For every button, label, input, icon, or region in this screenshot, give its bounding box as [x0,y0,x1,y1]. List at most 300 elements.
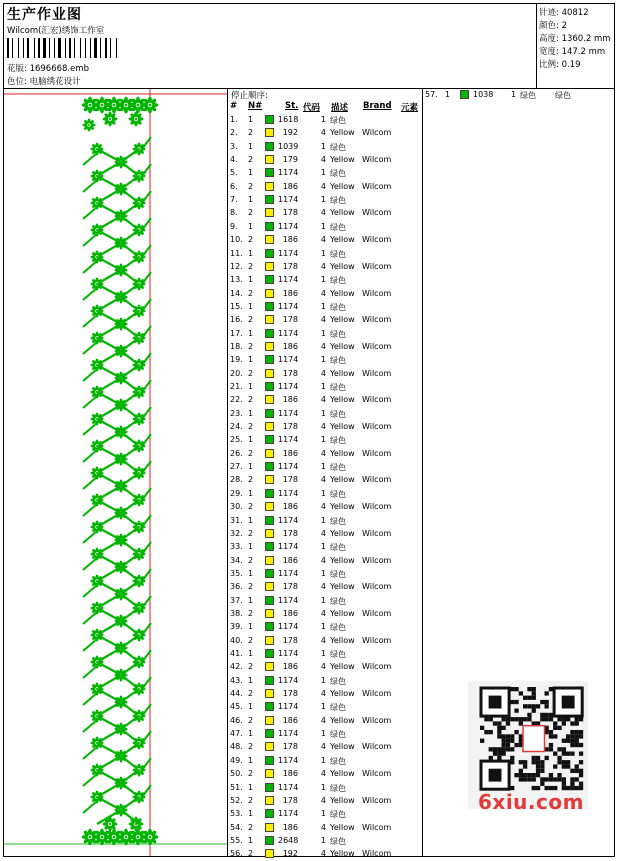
row-code: 1 [320,301,326,311]
row-description: Yellow [330,769,355,779]
row-code: 4 [320,155,326,165]
row-needle: 2 [248,422,254,432]
row-stitches: 186 [282,235,298,245]
extra-desc: 绿色 [520,91,536,100]
color-swatch [265,542,274,551]
row-needle: 2 [248,795,254,805]
row-description: 绿色 [330,302,346,312]
row-num: 12. [230,261,243,271]
row-num: 20. [230,368,243,378]
row-num: 45. [230,702,243,712]
table-row [230,154,422,167]
row-brand: Wilcom [362,795,392,805]
row-description: Yellow [330,288,355,298]
col-code: 代码 [303,103,321,113]
row-description: 绿色 [330,623,346,633]
row-needle: 2 [248,635,254,645]
row-code: 4 [320,261,326,271]
color-swatch [265,409,274,418]
row-num: 3. [230,141,238,151]
row-num: 50. [230,769,243,779]
row-brand: Wilcom [362,208,392,218]
row-needle: 1 [248,515,254,525]
row-description: 绿色 [330,356,346,366]
row-code: 1 [320,221,326,231]
table-row [230,688,422,701]
table-row [230,528,422,541]
row-description: Yellow [330,368,355,378]
row-stitches: 1174 [278,729,299,739]
table-row [230,234,422,247]
row-code: 1 [320,382,326,391]
row-needle: 1 [248,835,254,845]
row-brand: Wilcom [362,635,392,645]
row-description: 绿色 [330,116,346,125]
row-needle: 1 [248,328,254,338]
color-swatch [265,142,274,151]
row-code: 4 [320,288,326,298]
color-swatch [265,729,274,738]
table-row [230,114,422,127]
row-stitches: 1174 [278,542,299,552]
site-watermark: 6xiu.com [478,790,584,814]
row-num: 11. [230,248,243,258]
divider-design-table [227,88,228,857]
row-stitches: 178 [282,795,298,805]
row-description: Yellow [330,555,355,565]
row-needle: 2 [248,261,254,271]
color-swatch [265,769,274,778]
row-description: Yellow [330,662,355,672]
row-description: 绿色 [330,169,346,179]
row-stitches: 1174 [278,355,299,365]
row-num: 52. [230,795,243,805]
row-num: 56. [230,849,243,859]
row-description: Yellow [330,208,355,218]
color-swatch [265,796,274,805]
row-code: 4 [320,822,326,832]
color-swatch [265,115,274,124]
table-row [230,167,422,180]
table-row [230,501,422,514]
row-needle: 1 [248,408,254,418]
row-stitches: 1174 [278,221,299,231]
row-num: 43. [230,675,243,685]
row-num: 48. [230,742,243,752]
row-stitches: 1174 [278,622,299,632]
color-swatch [265,609,274,618]
row-stitches: 1174 [278,275,299,285]
row-stitches: 1174 [278,301,299,311]
row-num: 31. [230,515,243,525]
color-swatch [265,315,274,324]
row-code: 1 [320,168,326,178]
color-swatch [265,208,274,217]
row-brand: Wilcom [362,128,392,138]
color-swatch [265,369,274,378]
row-num: 16. [230,315,243,325]
col-element: 元素 [401,103,419,113]
row-needle: 2 [248,528,254,538]
row-needle: 2 [248,475,254,485]
row-brand: Wilcom [362,502,392,512]
color-swatch [265,195,274,204]
row-brand: Wilcom [362,475,392,485]
document-title: 生产作业图 [7,7,82,23]
color-swatch [265,275,274,284]
row-needle: 1 [248,542,254,552]
row-needle: 2 [248,235,254,245]
row-brand: Wilcom [362,689,392,699]
row-needle: 1 [248,115,254,124]
color-swatch [265,395,274,404]
row-stitches: 1174 [278,675,299,685]
row-description: 绿色 [330,276,346,286]
row-description: Yellow [330,608,355,618]
row-stitches: 1174 [278,782,299,792]
barcode-icon [7,38,137,58]
divider-table-extra [422,88,423,857]
row-needle: 1 [248,782,254,792]
row-code: 1 [320,835,326,845]
table-row [230,194,422,207]
row-stitches: 178 [282,582,298,592]
stat-stitches: 针迹: 40812 [539,8,589,18]
row-num: 1. [230,115,238,124]
row-description: Yellow [330,261,355,271]
row-stitches: 1618 [278,115,299,124]
row-code: 1 [320,435,326,445]
row-stitches: 186 [282,181,298,191]
row-code: 4 [320,181,326,191]
row-num: 24. [230,422,243,432]
table-row [230,288,422,301]
color-swatch [265,128,274,137]
row-description: 绿色 [330,196,346,206]
table-row [230,768,422,781]
row-needle: 1 [248,568,254,578]
table-row [230,207,422,220]
row-num: 26. [230,448,243,458]
row-needle: 2 [248,315,254,325]
row-needle: 2 [248,769,254,779]
row-stitches: 1174 [278,488,299,498]
table-row [230,461,422,474]
row-brand: Wilcom [362,528,392,538]
row-description: 绿色 [330,543,346,553]
row-brand: Wilcom [362,448,392,458]
row-stitches: 186 [282,448,298,458]
color-swatch [265,676,274,685]
row-description: 绿色 [330,142,346,152]
row-needle: 2 [248,555,254,565]
row-description: Yellow [330,155,355,165]
stat-scale: 比例: 0.19 [539,60,581,70]
row-description: 绿色 [330,756,346,766]
row-code: 1 [320,595,326,605]
row-brand: Wilcom [362,368,392,378]
row-needle: 1 [248,755,254,765]
color-swatch [265,582,274,591]
row-stitches: 1174 [278,649,299,658]
table-row [230,127,422,140]
row-description: Yellow [330,475,355,485]
row-needle: 1 [248,595,254,605]
row-brand: Wilcom [362,608,392,618]
row-description: 绿色 [330,569,346,579]
row-description: Yellow [330,315,355,325]
table-row [230,328,422,341]
row-num: 40. [230,635,243,645]
row-description: Yellow [330,181,355,191]
row-needle: 2 [248,715,254,725]
row-num: 10. [230,235,243,245]
row-stitches: 1174 [278,568,299,578]
row-num: 29. [230,488,243,498]
row-stitches: 178 [282,208,298,218]
stat-width: 宽度: 147.2 mm [539,47,606,57]
row-stitches: 192 [282,128,298,138]
row-num: 51. [230,782,243,792]
row-needle: 2 [248,582,254,592]
row-brand: Wilcom [362,742,392,752]
row-code: 1 [320,328,326,338]
row-code: 1 [320,115,326,124]
row-stitches: 192 [282,849,298,859]
row-num: 8. [230,208,238,218]
row-description: 绿色 [330,596,346,606]
row-stitches: 179 [282,155,298,165]
row-stitches: 186 [282,555,298,565]
row-num: 30. [230,502,243,512]
row-stitches: 1174 [278,248,299,258]
row-num: 21. [230,382,243,391]
row-num: 4. [230,155,238,165]
row-code: 4 [320,395,326,405]
row-stitches: 178 [282,261,298,271]
row-brand: Wilcom [362,769,392,779]
row-code: 1 [320,755,326,765]
embroidery-pattern-image [4,89,227,856]
row-num: 15. [230,301,243,311]
row-code: 4 [320,128,326,138]
table-row [230,648,422,661]
color-swatch [265,529,274,538]
row-needle: 2 [248,181,254,191]
row-needle: 2 [248,448,254,458]
row-description: Yellow [330,422,355,432]
row-num: 2. [230,128,238,138]
row-code: 4 [320,368,326,378]
row-needle: 1 [248,168,254,178]
extra-code: 1 [511,90,517,99]
row-description: 绿色 [330,409,346,419]
row-brand: Wilcom [362,555,392,565]
color-swatch [265,222,274,231]
color-swatch [265,809,274,818]
row-code: 4 [320,555,326,565]
row-description: 绿色 [330,703,346,713]
row-description: Yellow [330,849,355,859]
row-description: 绿色 [330,249,346,259]
embroidery-preview [4,89,227,856]
row-stitches: 1174 [278,702,299,712]
row-stitches: 186 [282,715,298,725]
row-num: 46. [230,715,243,725]
row-description: 绿色 [330,489,346,499]
table-row [230,661,422,674]
table-header [230,101,422,113]
color-swatch [265,262,274,271]
row-code: 1 [320,248,326,258]
row-description: 绿色 [330,222,346,232]
color-swatch [265,689,274,698]
row-num: 38. [230,608,243,618]
row-needle: 2 [248,849,254,859]
row-stitches: 186 [282,341,298,351]
row-description: Yellow [330,128,355,138]
row-stitches: 186 [282,395,298,405]
row-needle: 2 [248,368,254,378]
color-swatch [265,636,274,645]
row-needle: 1 [248,622,254,632]
extra-color-swatch [460,90,469,99]
row-num: 28. [230,475,243,485]
row-brand: Wilcom [362,181,392,191]
row-needle: 1 [248,809,254,819]
extra-needle: 1 [445,90,451,99]
color-swatch [265,475,274,484]
color-swatch [265,289,274,298]
row-num: 22. [230,395,243,405]
table-row [230,394,422,407]
color-swatch [265,702,274,711]
table-row [230,368,422,381]
row-stitches: 178 [282,475,298,485]
row-code: 4 [320,635,326,645]
color-swatch [265,235,274,244]
row-code: 1 [320,275,326,285]
extra-brand: 绿色 [555,91,571,100]
row-brand: Wilcom [362,849,392,859]
row-stitches: 1039 [278,141,299,151]
col-needle: N# [248,101,263,111]
row-stitches: 186 [282,502,298,512]
row-num: 35. [230,568,243,578]
table-row [230,261,422,274]
row-code: 1 [320,809,326,819]
table-row [230,314,422,327]
row-stitches: 186 [282,822,298,832]
col-stitches: St. [285,101,299,111]
row-needle: 1 [248,221,254,231]
row-num: 47. [230,729,243,739]
row-stitches: 1174 [278,595,299,605]
row-num: 49. [230,755,243,765]
row-description: 绿色 [330,836,346,846]
company-name: Wilcom(汇宏)绣饰工作室 [7,26,105,36]
row-description: 绿色 [330,676,346,686]
row-stitches: 186 [282,662,298,672]
table-row [230,675,422,688]
color-swatch [265,182,274,191]
row-num: 18. [230,341,243,351]
row-code: 4 [320,341,326,351]
row-needle: 1 [248,435,254,445]
stat-height: 高度: 1360.2 mm [539,34,611,44]
row-num: 7. [230,195,238,205]
table-row [230,555,422,568]
row-code: 4 [320,689,326,699]
row-needle: 2 [248,742,254,752]
row-description: 绿色 [330,516,346,526]
row-needle: 1 [248,301,254,311]
color-swatch [265,449,274,458]
color-swatch [265,823,274,832]
table-row [230,635,422,648]
row-brand: Wilcom [362,822,392,832]
row-description: Yellow [330,795,355,805]
row-code: 4 [320,742,326,752]
extra-stitches: 1038 [473,90,494,99]
row-code: 1 [320,195,326,205]
row-stitches: 1174 [278,435,299,445]
row-needle: 2 [248,155,254,165]
color-swatch [265,596,274,605]
extra-sequence-row [425,89,615,101]
row-stitches: 178 [282,368,298,378]
row-code: 1 [320,408,326,418]
row-stitches: 1174 [278,515,299,525]
row-code: 4 [320,582,326,592]
color-swatch [265,502,274,511]
row-code: 4 [320,235,326,245]
row-num: 6. [230,181,238,191]
row-code: 1 [320,355,326,365]
row-code: 4 [320,795,326,805]
table-row [230,741,422,754]
color-swatch [265,355,274,364]
table-row [230,274,422,287]
row-code: 4 [320,608,326,618]
row-needle: 1 [248,729,254,739]
color-swatch [265,435,274,444]
table-row [230,301,422,314]
color-swatch [265,422,274,431]
color-swatch [265,249,274,258]
row-description: Yellow [330,395,355,405]
table-row [230,248,422,261]
row-stitches: 1174 [278,195,299,205]
row-num: 34. [230,555,243,565]
row-num: 41. [230,649,243,658]
row-stitches: 1174 [278,408,299,418]
color-swatch [265,489,274,498]
row-needle: 1 [248,355,254,365]
row-num: 27. [230,462,243,472]
row-code: 1 [320,462,326,472]
table-row [230,728,422,741]
row-description: Yellow [330,341,355,351]
row-needle: 1 [248,275,254,285]
row-description: 绿色 [330,383,346,392]
row-description: 绿色 [330,783,346,793]
table-row [230,755,422,768]
row-description: Yellow [330,635,355,645]
row-brand: Wilcom [362,715,392,725]
table-row [230,341,422,354]
colorway-line: 色位: 电脑绣花设计 [7,77,81,87]
